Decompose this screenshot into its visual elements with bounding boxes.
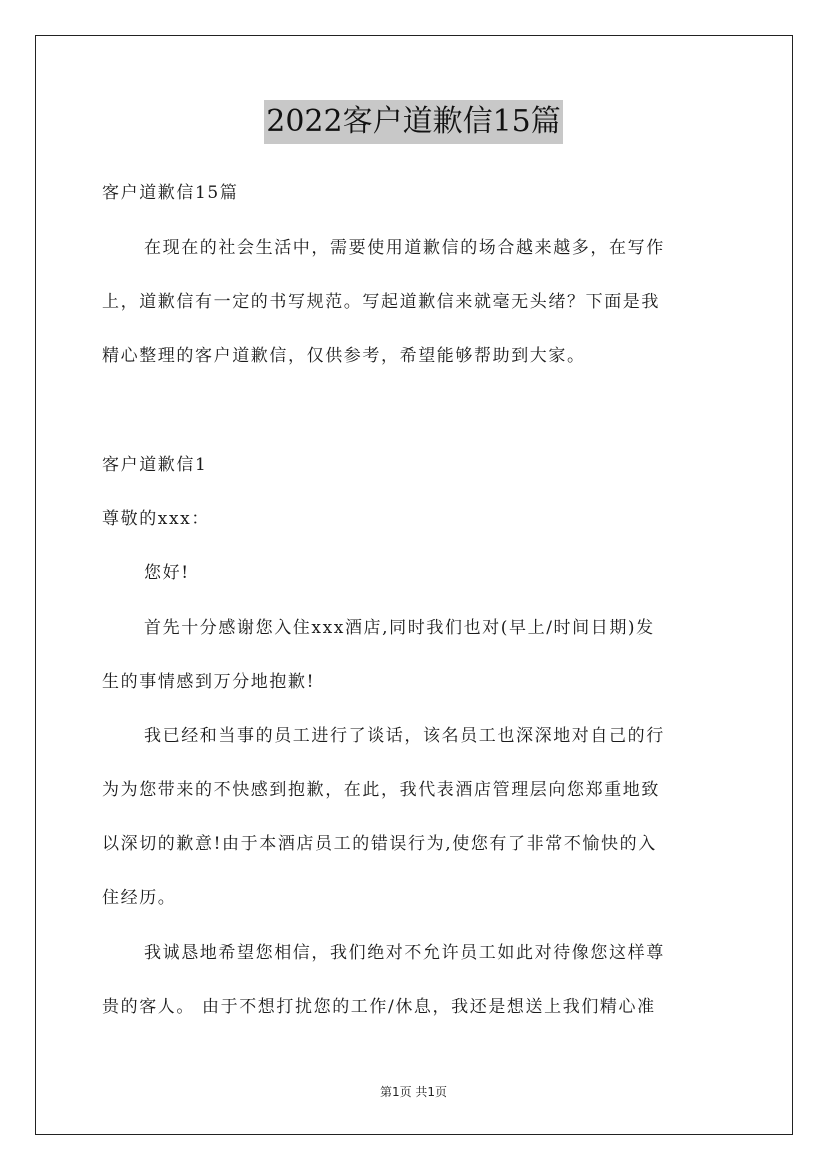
body-line-4: 为为您带来的不快感到抱歉，在此，我代表酒店管理层向您郑重地致 xyxy=(102,780,660,800)
title-container xyxy=(0,100,827,144)
body-line-8: 贵的客人。 由于不想打扰您的工作/休息，我还是想送上我们精心准 xyxy=(102,997,656,1017)
body-line-6: 住经历。 xyxy=(102,888,177,908)
document-title: 2022客户道歉信15篇 xyxy=(264,100,563,144)
intro-line-1: 在现在的社会生活中，需要使用道歉信的场合越来越多，在写作 xyxy=(144,238,665,258)
page-footer: 第1页 共1页 xyxy=(379,1085,448,1099)
salutation-line: 尊敬的xxx： xyxy=(102,509,210,529)
section-heading: 客户道歉信1 xyxy=(102,455,208,475)
subtitle-line: 客户道歉信15篇 xyxy=(102,183,239,203)
body-line-2: 生的事情感到万分地抱歉! xyxy=(102,672,316,692)
greeting-line: 您好! xyxy=(144,563,190,583)
body-line-5: 以深切的歉意!由于本酒店员工的错误行为,使您有了非常不愉快的入 xyxy=(102,834,657,854)
body-line-1: 首先十分感谢您入住xxx酒店,同时我们也对(早上/时间日期)发 xyxy=(144,618,655,638)
intro-line-2: 上，道歉信有一定的书写规范。写起道歉信来就毫无头绪？下面是我 xyxy=(102,292,660,312)
body-line-7: 我诚恳地希望您相信，我们绝对不允许员工如此对待像您这样尊 xyxy=(144,943,665,963)
body-line-3: 我已经和当事的员工进行了谈话，该名员工也深深地对自己的行 xyxy=(144,726,665,746)
intro-line-3: 精心整理的客户道歉信，仅供参考，希望能够帮助到大家。 xyxy=(102,346,586,366)
